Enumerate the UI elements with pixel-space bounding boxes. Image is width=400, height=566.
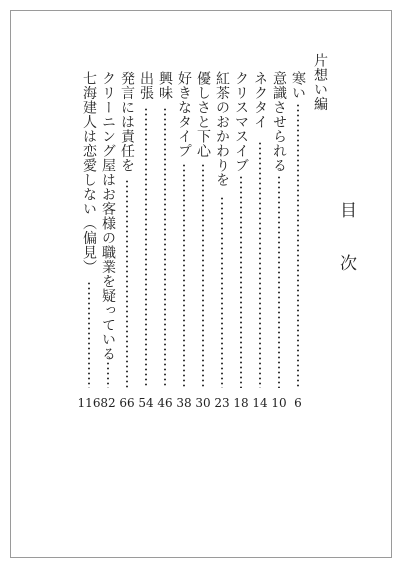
toc-entry-page: 18 [233,396,249,410]
toc-leader [297,103,299,388]
toc-entry-page: 82 [100,396,116,410]
toc-leader [126,179,128,388]
toc-entry-page: 46 [157,396,173,410]
toc-entry-title: 発言には責任を [119,71,135,173]
toc-entry-title: 出張 [138,71,154,100]
section-heading: 片想い編 [312,53,328,111]
toc-entry-title: 興味 [157,71,173,100]
toc-entry-title: 紅茶のおかわりを [214,71,230,187]
toc-leader [240,175,242,388]
toc-leader [221,196,223,388]
toc-entry-page: 38 [176,396,192,410]
toc-leader [183,163,185,388]
toc-title: 目次 [336,201,356,307]
toc-leader [107,361,109,388]
toc-leader [278,175,280,388]
toc-entry-title: クリスマスイブ [233,71,249,173]
toc-entry-page: 116 [77,396,101,410]
toc-leader [145,107,147,388]
toc-leader [202,163,204,388]
toc-entry-page: 6 [294,396,302,410]
toc-leader [259,141,261,388]
toc-entry-title: 意識させられる [271,71,287,173]
toc-entry-page: 10 [271,396,287,410]
toc-entry-page: 54 [138,396,154,410]
toc-leader [164,107,166,388]
toc-entry-page: 14 [252,396,268,410]
toc-entry-title: クリーニング屋はお客様の職業を疑っている [100,71,116,361]
toc-entry-title: 優しさと下心 [195,71,211,158]
toc-entry-title: 寒い [290,71,306,100]
toc-entry-title: 七海建人は恋愛しない（偏見） [81,71,97,274]
toc-entry-page: 66 [119,396,135,410]
toc-entry-page: 30 [195,396,211,410]
toc-leader [88,281,90,388]
toc-entry-page: 23 [214,396,230,410]
toc-entry-title: ネクタイ [252,71,268,129]
toc-entry-title: 好きなタイプ [176,71,192,158]
book-page [10,10,392,558]
